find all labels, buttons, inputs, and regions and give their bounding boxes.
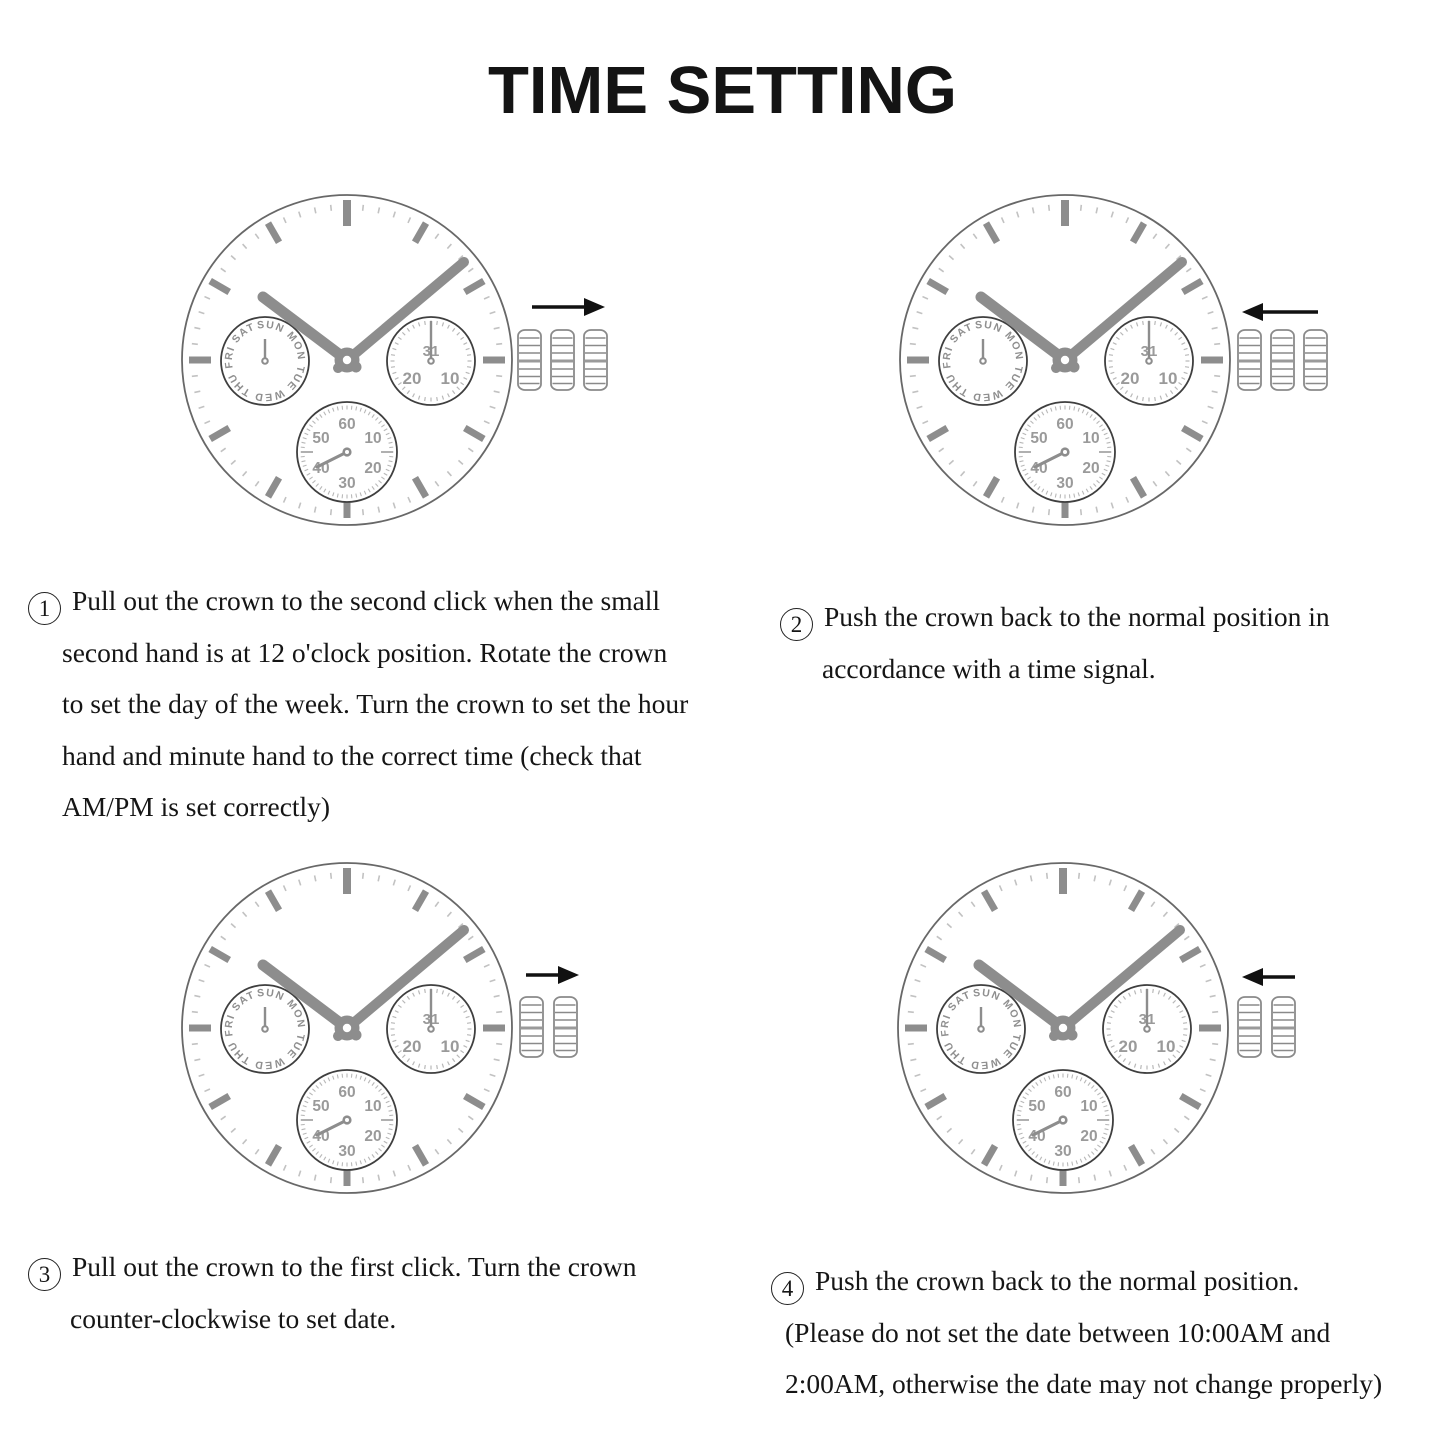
watch-diagram-step4 xyxy=(895,854,1335,1206)
step-2-instructions xyxy=(780,591,1330,694)
arrow-right-icon xyxy=(532,298,605,316)
step-1-number-badge: 1 xyxy=(28,592,61,625)
page-title: TIME SETTING xyxy=(488,53,957,128)
step-3-instructions xyxy=(28,1241,636,1344)
step-4-line-2: (Please do not set the date between 10:00AM and xyxy=(785,1316,1331,1348)
step-3-line-2: counter-clockwise to set date. xyxy=(70,1302,397,1334)
arrow-left-icon xyxy=(1242,968,1295,986)
step-4-number-badge: 4 xyxy=(771,1272,804,1305)
step-2-line-1: Push the crown back to the normal position in xyxy=(824,601,1330,632)
step-1-line-2: second hand is at 12 o'clock position. Rotate the crown xyxy=(62,636,668,668)
watch-diagram-step3 xyxy=(179,854,619,1206)
arrow-left-icon xyxy=(1242,303,1318,321)
step-1-line-1: Pull out the crown to the second click when the small xyxy=(72,585,661,616)
step-1-line-5: AM/PM is set correctly) xyxy=(62,791,331,822)
step-1-instructions xyxy=(28,575,688,833)
step-2-line-2: accordance with a time signal. xyxy=(822,652,1156,684)
step-1-line-4: hand and minute hand to the correct time (check that xyxy=(62,739,642,771)
step-3-number-badge: 3 xyxy=(28,1258,61,1291)
watch-diagram-step1 xyxy=(179,186,619,538)
arrow-right-icon xyxy=(526,966,579,984)
step-4-line-3: 2:00AM, otherwise the date may not change properly) xyxy=(785,1368,1383,1399)
step-4-line-1: Push the crown back to the normal position. xyxy=(815,1265,1300,1296)
watch-diagram-step2 xyxy=(897,186,1337,538)
step-2-number-badge: 2 xyxy=(780,608,813,641)
step-3-line-1: Pull out the crown to the first click. Turn the crown xyxy=(72,1251,637,1282)
step-4-instructions xyxy=(771,1255,1382,1410)
step-1-line-3: to set the day of the week. Turn the crown to set the hour xyxy=(62,688,689,719)
